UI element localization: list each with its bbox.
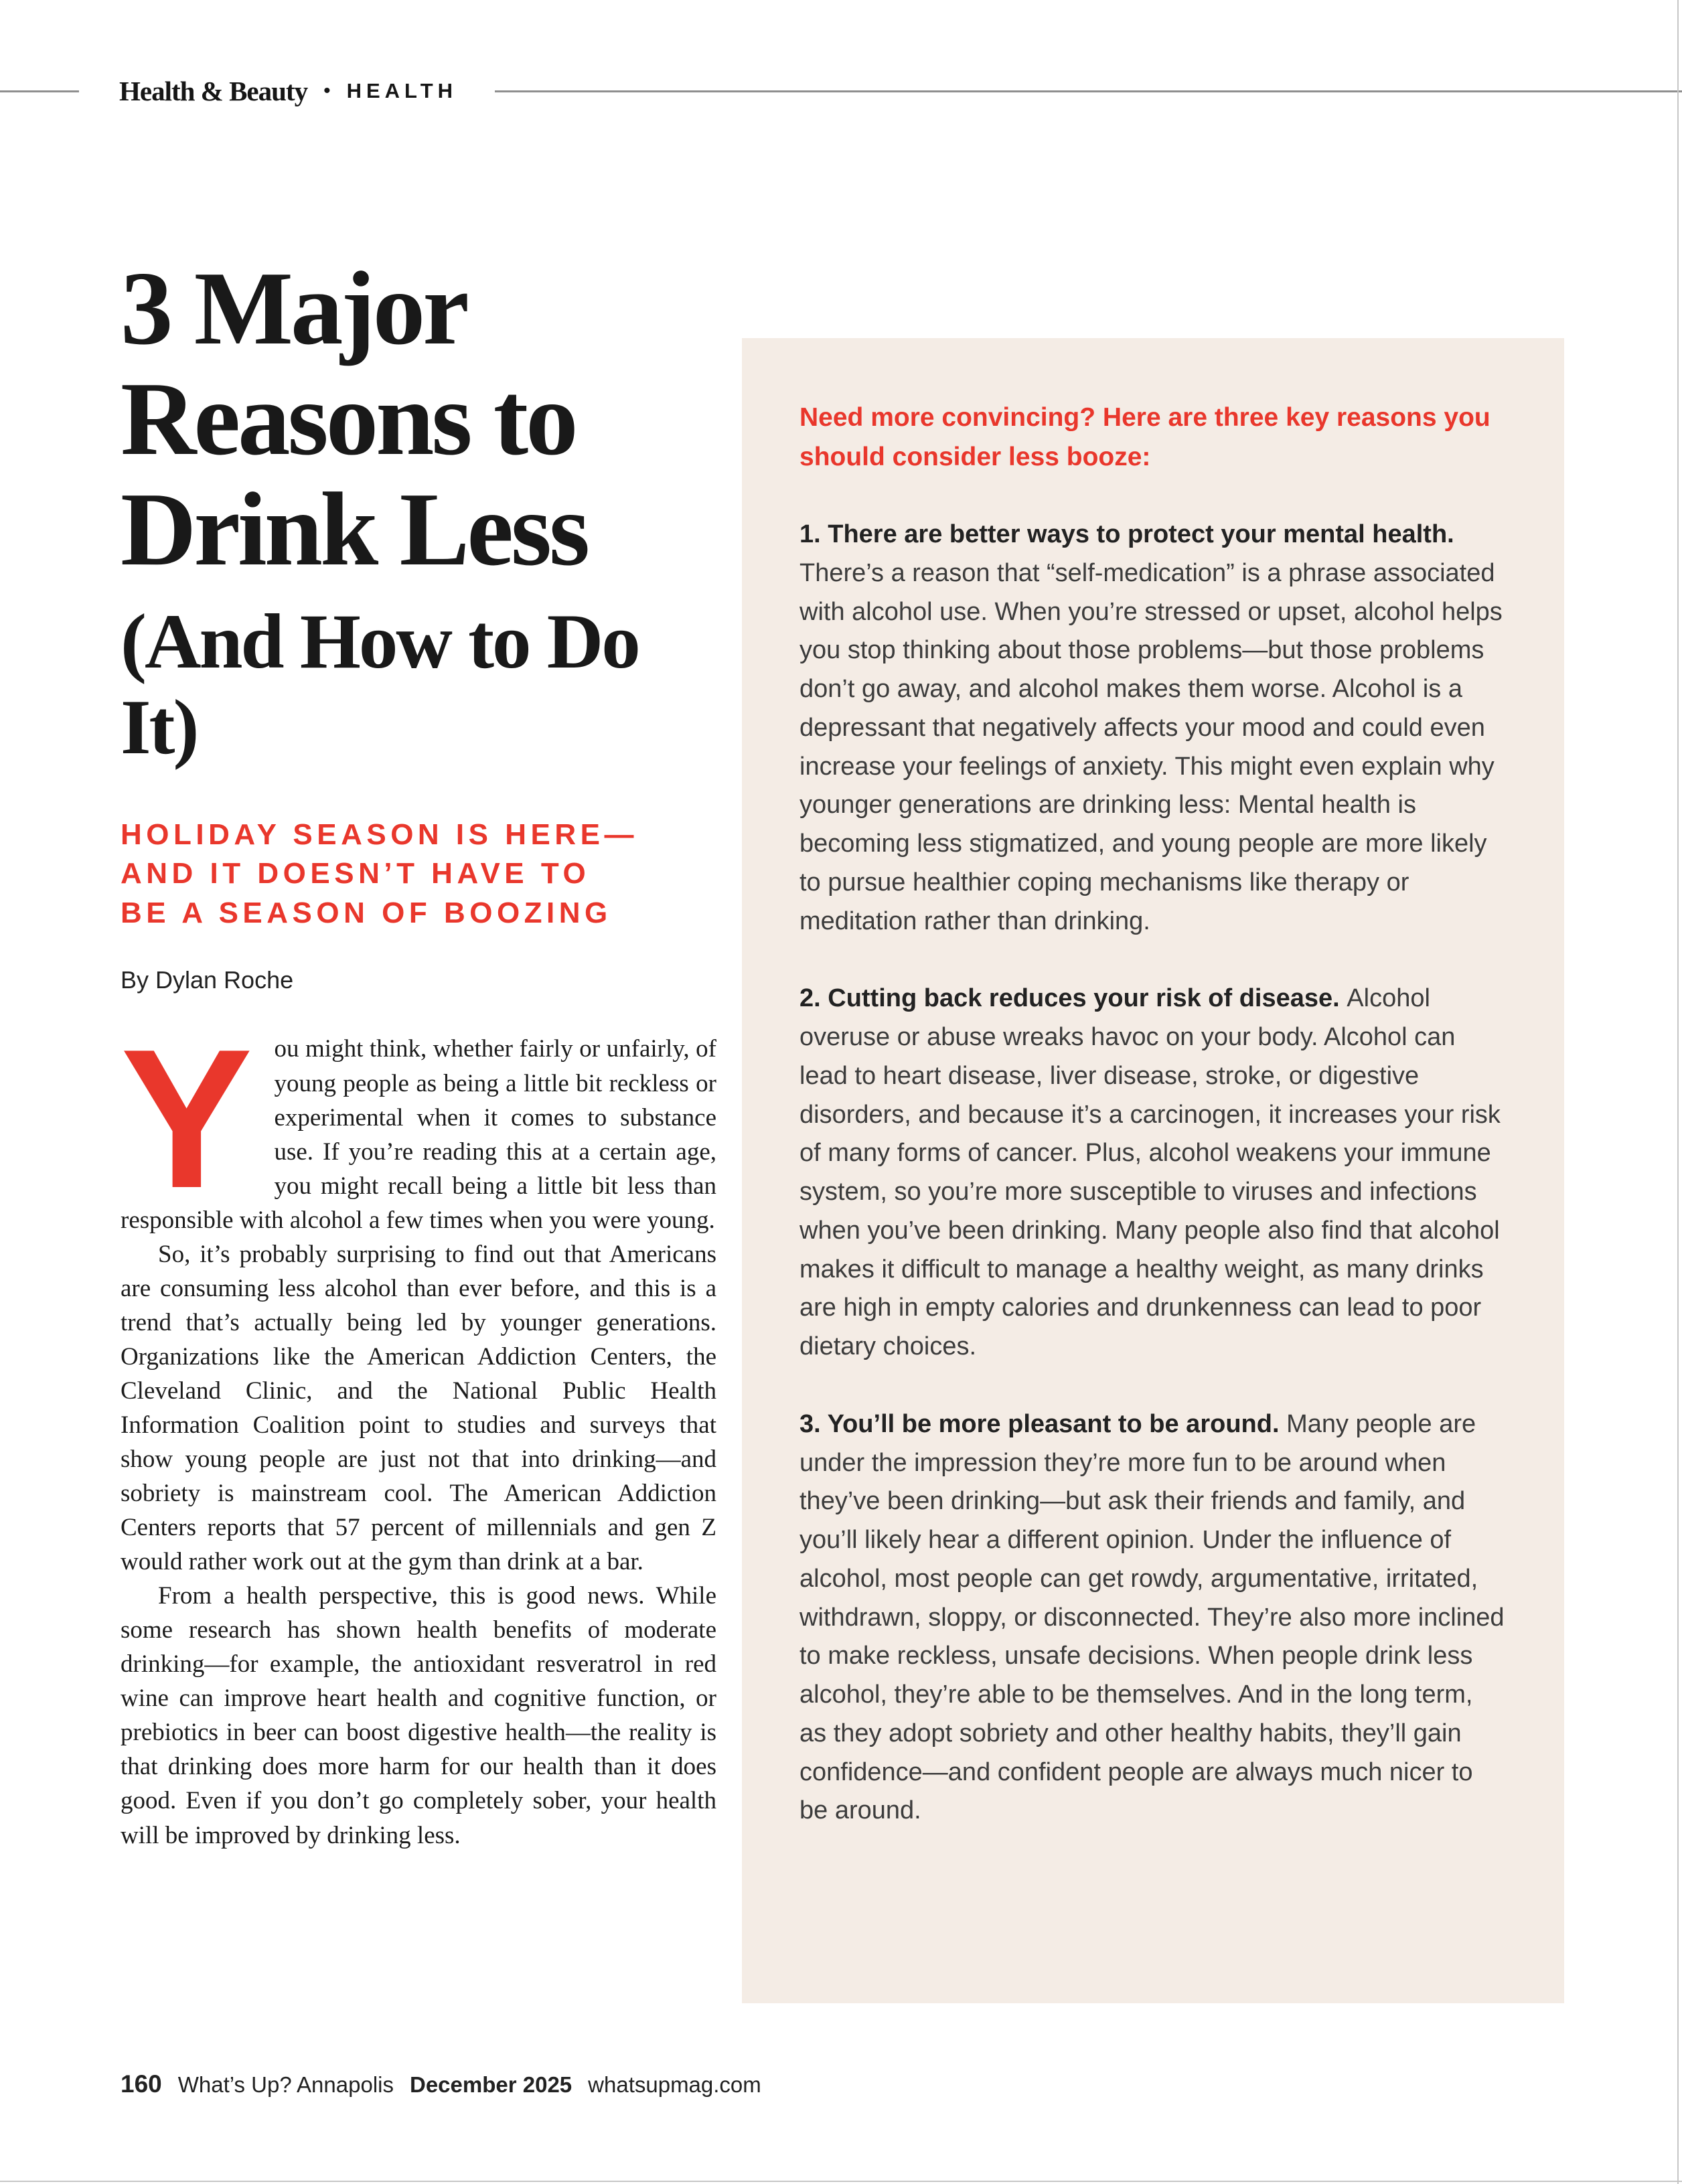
drop-cap: Y (121, 1008, 253, 1230)
sidebar-item-2-lead: 2. Cutting back reduces your risk of disease. (799, 984, 1347, 1013)
sidebar-item-3-body: Many people are under the impression they’re more fun to be around when they’ve been drinking—but ask their friends and family, and you’ll likely hear a different opinion. Under the influence of alcohol, most people can get rowdy, argumentative, irritated, withdrawn, sloppy, or disconnected. They’re also more inclined to make reckless, unsafe decisions. When people drink less alcohol, they’re able to be themselves. And in the long term, as they adopt sobriety and other healthy habits, they’ll gain confidence—and confident people are always much nicer to be around. (799, 1409, 1505, 1825)
deck-line-1: HOLIDAY SEASON IS HERE— (121, 817, 638, 851)
sidebar-intro: Need more convincing? Here are three key reasons you should consider less booze: (799, 403, 1490, 471)
byline: By Dylan Roche (121, 966, 294, 994)
sidebar-item-3 (799, 1405, 1507, 1830)
sidebar-item-1-body: There’s a reason that “self-medication” is a phrase associated with alcohol use. When you’re stressed or upset, alcohol helps you stop thinking about those problems—but those problems don’t go away, and alcohol makes them worse. Alcohol is a depressant that negatively affects your mood and could even increase your feelings of anxiety. This might even explain why younger generations are drinking less: Mental health is becoming less stigmatized, and young people are more likely to pursue healthier coping mechanisms like therapy or meditation rather than drinking. (799, 558, 1503, 935)
article-title (121, 250, 716, 771)
title-line-2: Reasons to (121, 360, 576, 477)
publication-name: What’s Up? Annapolis (177, 2072, 394, 2097)
deck-line-2: AND IT DOESN’T HAVE TO (121, 857, 591, 890)
article-column (121, 250, 716, 1853)
title-line-1: 3 Major (121, 250, 467, 366)
page-edge-bottom (0, 2181, 1682, 2182)
sidebar-item-1 (799, 516, 1507, 941)
page-number: 160 (121, 2070, 162, 2098)
website-url: whatsupmag.com (588, 2072, 761, 2097)
title-line-4: (And How to Do It) (121, 598, 639, 771)
category-label: HEALTH (346, 79, 458, 102)
sidebar-item-2-body: Alcohol overuse or abuse wreaks havoc on your body. Alcohol can lead to heart disease, liver disease, stroke, or digestive disorders, and because it’s a carcinogen, it increases your risk of many forms of cancer. Plus, alcohol weakens your immune system, so you’re more susceptible to viruses and infections when you’ve been drinking. Many people also find that alcohol makes it difficult to manage a healthy weight, as many drinks are high in empty calories and drunkenness can lead to poor dietary choices. (799, 984, 1501, 1360)
page-edge-right (1677, 0, 1679, 2184)
body-paragraph-1 (121, 1008, 716, 1237)
page-footer (121, 2070, 761, 2098)
header-rule-right (495, 90, 1682, 92)
body-paragraph-3: From a health perspective, this is good news. While some research has shown health benefits of moderate drinking—for example, the antioxidant resveratrol in red wine can improve heart health and cognitive function, or prebiotics in beer can boost digestive health—the reality is that drinking does more harm for our health than it does good. Even if you don’t go completely sober, your health will be improved by drinking less. (121, 1582, 716, 1849)
article-deck (121, 815, 716, 933)
page-header (0, 75, 1682, 107)
reasons-sidebar (742, 338, 1564, 2003)
section-label: Health & Beauty (119, 76, 308, 106)
deck-line-3: BE A SEASON OF BOOZING (121, 896, 612, 929)
sidebar-item-3-lead: 3. You’ll be more pleasant to be around. (799, 1409, 1287, 1438)
separator-dot: • (323, 80, 331, 102)
body-paragraph-2: So, it’s probably surprising to find out that Americans are consuming less alcohol than ever before, and this is a trend that’s actually being led by younger generations. Organizations like the American Addiction Centers, the Cleveland Clinic, and the National Public Health Information Coalition point to studies and surveys that show young people are just not that into drinking—and sobriety is mainstream cool. The American Addiction Centers reports that 57 percent of millennials and gen Z would rather work out at the gym than drink at a bar. (121, 1240, 716, 1576)
body-paragraph-1-text: ou might think, whether fairly or unfairly, of young people as being a little bit reckless or experimental when it comes to substance use. If you’re reading this at a certain age, you might recall being a little bit less than responsible with alcohol a few times when you were young. (121, 1035, 716, 1234)
article-body (121, 1008, 716, 1852)
sidebar-item-2 (799, 980, 1507, 1367)
sidebar-item-1-lead: 1. There are better ways to protect your mental health. (799, 520, 1454, 548)
header-rule-left (0, 90, 79, 92)
title-line-3: Drink Less (121, 470, 588, 587)
issue-date: December 2025 (409, 2072, 572, 2097)
